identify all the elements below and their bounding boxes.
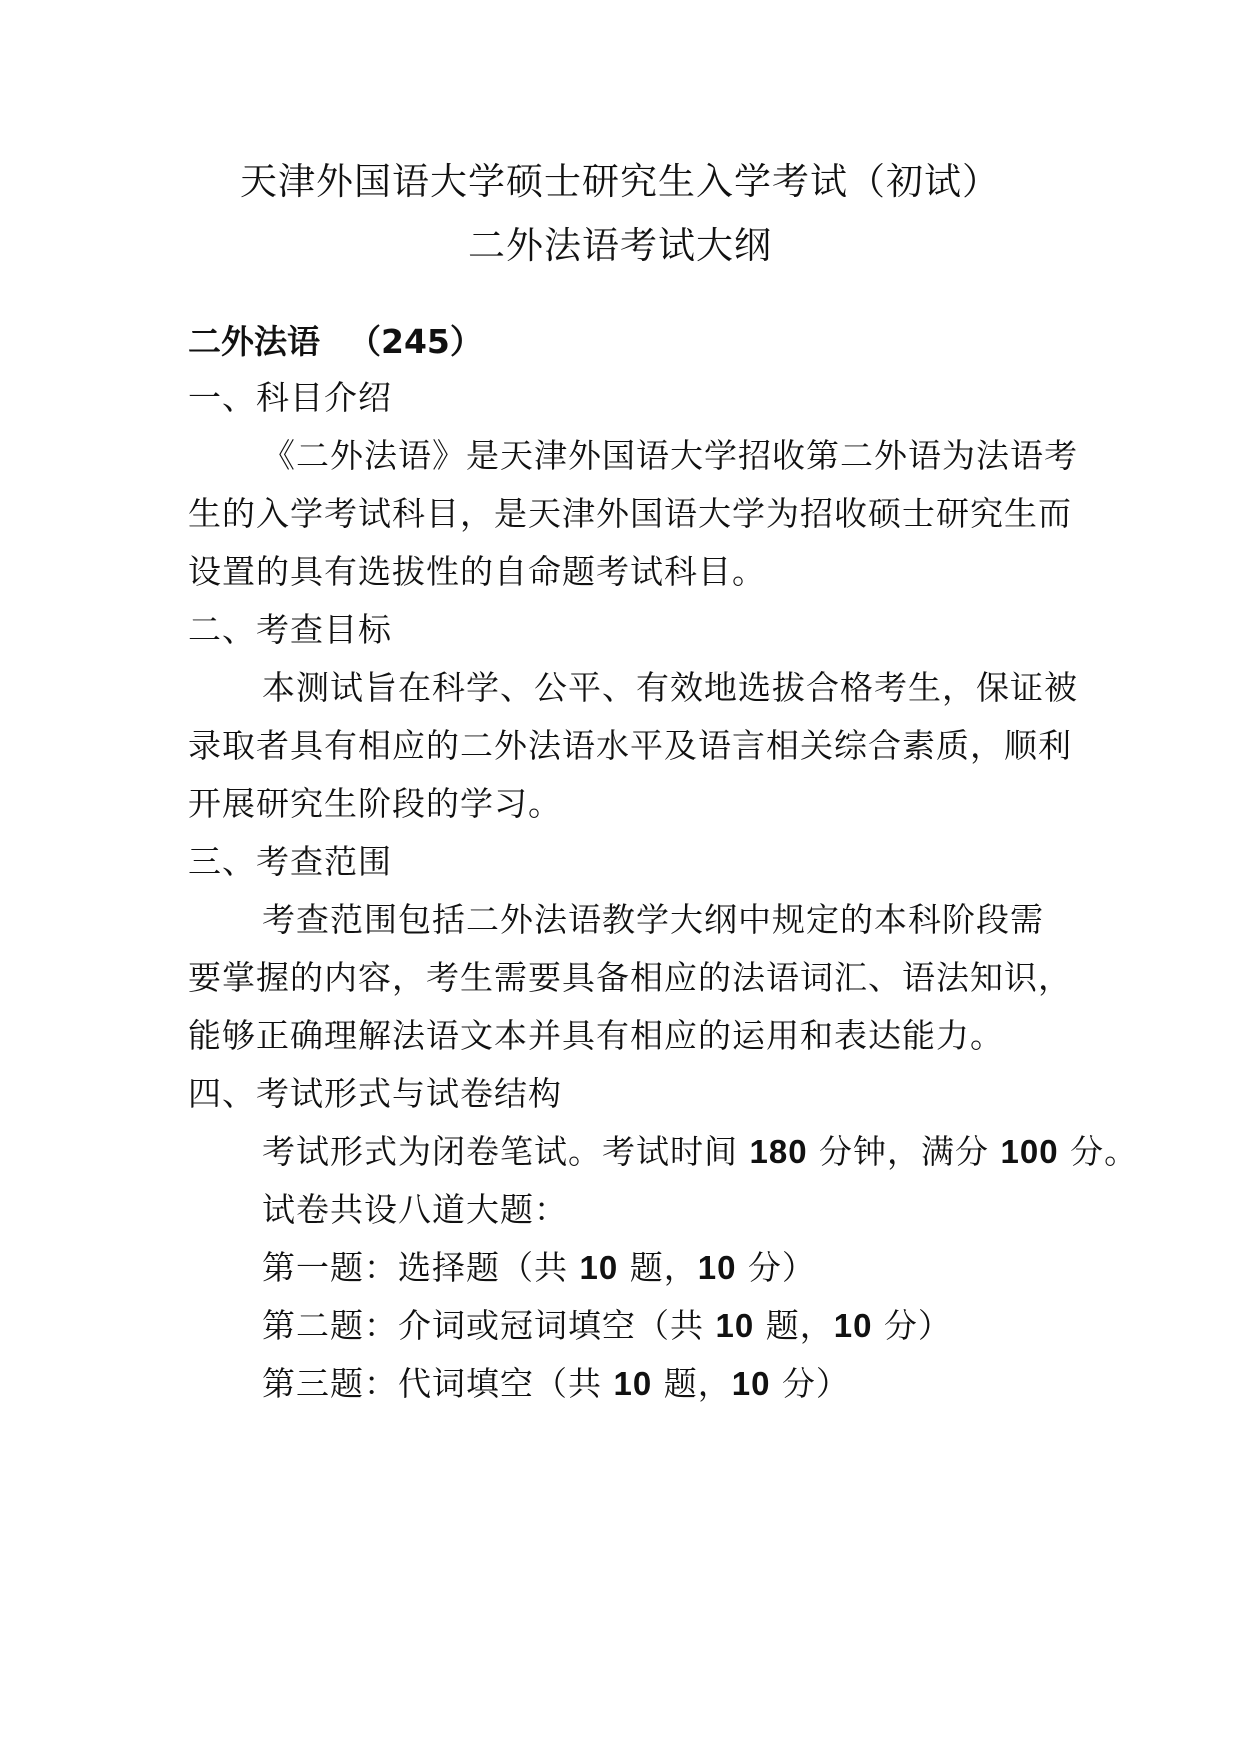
exam-format-text: 分钟，满分 <box>807 1132 1001 1171</box>
document-subtitle: 二外法语考试大纲 <box>468 224 772 267</box>
paragraph-line: 能够正确理解法语文本并具有相应的运用和表达能力。 <box>188 1016 1004 1055</box>
question-points: 10 <box>833 1307 873 1344</box>
question-points: 10 <box>731 1365 771 1402</box>
subject-heading <box>188 320 483 364</box>
exam-format-text: 分。 <box>1058 1132 1139 1171</box>
question-text: 题， <box>652 1364 732 1403</box>
section-heading: 二、考查目标 <box>188 610 392 649</box>
exam-format-text: 考试形式为闭卷笔试。考试时间 <box>262 1132 750 1171</box>
section-heading: 三、考查范围 <box>188 842 392 881</box>
paragraph-line: 《二外法语》是天津外国语大学招收第二外语为法语考 <box>262 436 1078 475</box>
question-label: 第二题：介词或冠词填空（共 <box>262 1306 716 1345</box>
question-points: 10 <box>697 1249 737 1286</box>
question-item <box>262 1304 952 1348</box>
paragraph-line: 设置的具有选拔性的自命题考试科目。 <box>188 552 766 591</box>
question-text: 分） <box>770 1364 850 1403</box>
paragraph-line: 生的入学考试科目，是天津外国语大学为招收硕士研究生而 <box>188 494 1072 533</box>
paragraph-line: 录取者具有相应的二外法语水平及语言相关综合素质，顺利 <box>188 726 1072 765</box>
question-text: 题， <box>754 1306 834 1345</box>
question-item <box>262 1246 816 1290</box>
exam-duration: 180 <box>749 1133 808 1170</box>
document-title: 天津外国语大学硕士研究生入学考试（初试） <box>240 160 1000 203</box>
question-count: 10 <box>579 1249 619 1286</box>
question-text: 题， <box>618 1248 698 1287</box>
question-label: 第一题：选择题（共 <box>262 1248 580 1287</box>
section-heading: 四、考试形式与试卷结构 <box>188 1074 562 1113</box>
question-count: 10 <box>613 1365 653 1402</box>
section-heading: 一、科目介绍 <box>188 378 392 417</box>
question-count: 10 <box>715 1307 755 1344</box>
paragraph-line: 开展研究生阶段的学习。 <box>188 784 562 823</box>
exam-total-score: 100 <box>1000 1133 1059 1170</box>
question-text: 分） <box>872 1306 952 1345</box>
subject-name: 二外法语 <box>188 322 320 361</box>
question-label: 第三题：代词填空（共 <box>262 1364 614 1403</box>
exam-format-line <box>262 1130 1138 1174</box>
paragraph-line: 考查范围包括二外法语教学大纲中规定的本科阶段需 <box>262 900 1044 939</box>
subject-code: （245） <box>348 322 483 361</box>
question-item <box>262 1362 850 1406</box>
question-text: 分） <box>736 1248 816 1287</box>
paragraph-line: 要掌握的内容，考生需要具备相应的法语词汇、语法知识， <box>188 958 1072 997</box>
structure-intro: 试卷共设八道大题： <box>262 1190 568 1229</box>
paragraph-line: 本测试旨在科学、公平、有效地选拔合格考生，保证被 <box>262 668 1078 707</box>
